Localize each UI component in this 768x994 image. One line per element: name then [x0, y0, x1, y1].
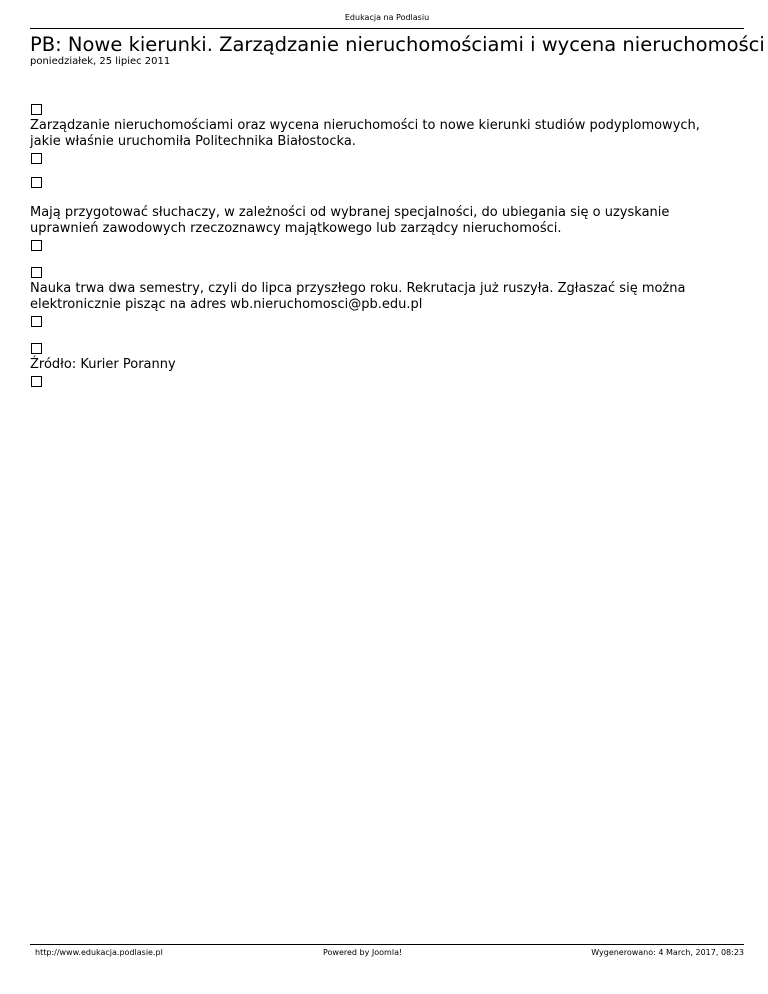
placeholder-box-icon: [31, 240, 42, 251]
placeholder-box-icon: [31, 104, 42, 115]
article-paragraph-1: Zarządzanie nieruchomościami oraz wycena nieruchomości to nowe kierunki studiów podyplomowych, jakie właśnie uruchomiła Politechnika Białostocka.: [30, 118, 700, 149]
page-header: [30, 10, 744, 29]
placeholder-box-icon: [31, 376, 42, 387]
article-title: PB: Nowe kierunki. Zarządzanie nieruchomościami i wycena nieruchomości: [30, 33, 765, 56]
article-paragraph-3: Nauka trwa dwa semestry, czyli do lipca przyszłego roku. Rekrutacja już ruszyła. Zgłaszać się można elektronicznie pisząc na adres wb.nieruchomosci@pb.edu.pl: [30, 281, 686, 312]
page-footer: [30, 944, 744, 959]
footer-generated-date: Wygenerowano: 4 March, 2017, 08:23: [591, 948, 744, 957]
article-source: Źródło: Kurier Poranny: [30, 357, 176, 372]
article-body: [30, 101, 730, 390]
placeholder-box-icon: [31, 153, 42, 164]
placeholder-box-icon: [31, 343, 42, 354]
article-date: poniedziałek, 25 lipiec 2011: [30, 56, 171, 67]
placeholder-box-icon: [31, 267, 42, 278]
placeholder-box-icon: [31, 177, 42, 188]
article-paragraph-2: Mają przygotować słuchaczy, w zależności od wybranej specjalności, do ubiegania się o uzyskanie uprawnień zawodowych rzeczoznawcy majątkowego lub zarządcy nieruchomości.: [30, 205, 670, 236]
placeholder-box-icon: [31, 316, 42, 327]
footer-url: http://www.edukacja.podlasie.pl: [35, 948, 163, 957]
site-name: Edukacja na Podlasiu: [344, 13, 430, 22]
footer-powered-by: Powered by Joomla!: [323, 948, 403, 957]
